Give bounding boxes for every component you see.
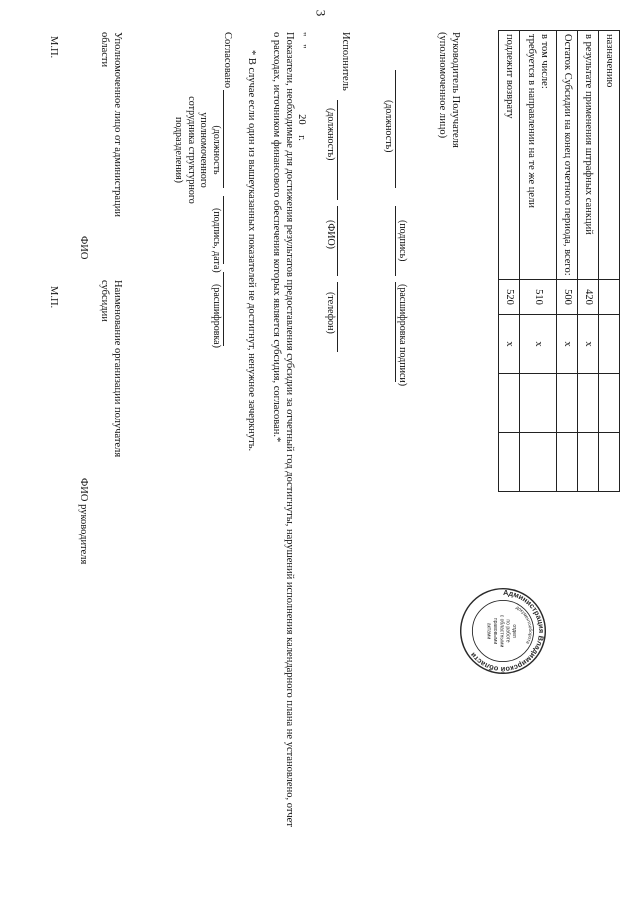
- table-cell-label: подлежит возврату: [499, 31, 520, 280]
- caption-position: (должность): [325, 108, 336, 161]
- footnote: * В случае если один из вышеуказанных показателей не достигнут, ненужное зачеркнуть.: [246, 50, 257, 452]
- seal-inner-text: отдел: [510, 624, 517, 638]
- head-title: [436, 32, 462, 148]
- table-row: [557, 31, 578, 492]
- table-cell: [557, 433, 578, 492]
- table-cell: [578, 433, 599, 492]
- table-row: [499, 31, 520, 492]
- table-cell-label: в результате применения штрафных санкций: [578, 31, 599, 280]
- signature-line: [223, 196, 224, 264]
- signature-line: [223, 90, 224, 188]
- seal-inner-text: с областными: [498, 614, 505, 648]
- table-cell: [578, 374, 599, 433]
- caption-decoding: (расшифровка подписи): [397, 284, 408, 387]
- admin-line: области: [98, 32, 110, 68]
- signature-line: [395, 70, 396, 188]
- head-title-line: (уполномоченное лицо): [436, 32, 448, 139]
- table-row: [520, 31, 557, 492]
- caption-line: (должность уполномоченного: [198, 112, 222, 188]
- caption-line: подразделения): [173, 117, 185, 183]
- table-cell: [520, 374, 557, 433]
- caption-line: сотрудника структурного: [186, 96, 197, 204]
- table-cell-code: 520: [499, 280, 520, 315]
- seal-inner-text: по работе: [504, 619, 511, 643]
- table-cell: [599, 374, 620, 433]
- executor-label: Исполнитель: [340, 32, 351, 91]
- table-cell: [557, 374, 578, 433]
- head-title-line: Руководитель Получателя: [450, 32, 461, 148]
- table-row: [578, 31, 599, 492]
- signature-line: [337, 100, 338, 200]
- fio-admin: ФИО: [78, 236, 89, 260]
- table-cell-label: назначению: [599, 31, 620, 280]
- caption-fio: (ФИО): [325, 220, 336, 250]
- page-number: 3: [313, 9, 328, 17]
- date-line: " " 20 г.: [296, 32, 307, 141]
- table-cell: [599, 433, 620, 492]
- agreed-label: Согласовано: [222, 32, 233, 89]
- table-cell: x: [557, 315, 578, 374]
- table-cell-code: [599, 280, 620, 315]
- fio-head: ФИО руководителя: [78, 478, 89, 565]
- seal-inner-text: актами: [485, 622, 492, 640]
- seal-ring-text: Администрация Владимирской области: [468, 587, 547, 675]
- table-cell-label: Остаток Субсидии на конец отчетного периода, всего:: [557, 31, 578, 280]
- table-cell-line: в том числе:: [539, 34, 551, 89]
- signature-line: [337, 206, 338, 276]
- caption-agreed-position: [172, 90, 222, 210]
- org-line: субсидии: [98, 280, 110, 322]
- seal-inner-text: правовыми: [492, 617, 498, 645]
- table-cell: [499, 433, 520, 492]
- stamp-place-right: М.П.: [48, 286, 59, 309]
- caption-position: (должность): [383, 100, 394, 153]
- table-cell-code: 510: [520, 280, 557, 315]
- table-cell: x: [578, 315, 599, 374]
- table-cell: x: [499, 315, 520, 374]
- official-seal: [458, 586, 548, 676]
- table-cell-code: 500: [557, 280, 578, 315]
- table-cell: [599, 315, 620, 374]
- note-paragraph: Показатели, необходимые для достижения результатов предоставления субсидии за отчетный год достигнуты, нарушений исполнения календарного плана не установлено, отчет о расходах, источником финансового обеспечения которых является субсидия, согласован.*: [270, 32, 295, 827]
- table-cell: [520, 433, 557, 492]
- caption-signature: (подпись): [397, 220, 408, 262]
- table-cell: x: [520, 315, 557, 374]
- seal-inner-arc-text: документооборота: [515, 604, 534, 645]
- admin-representative: [98, 32, 124, 217]
- signature-line: [337, 282, 338, 352]
- admin-line: Уполномоченное лицо от администрации: [112, 32, 123, 217]
- table-row: [599, 31, 620, 492]
- org-line: Наименование организации получателя: [112, 280, 123, 458]
- table-cell: [499, 374, 520, 433]
- table-cell-label: [520, 31, 557, 280]
- caption-signature-date: (подпись, дата): [211, 208, 222, 273]
- table-cell-code: 420: [578, 280, 599, 315]
- recipient-organization: [98, 280, 124, 457]
- signature-line: [223, 272, 224, 346]
- subsidy-table: [498, 30, 620, 492]
- rotated-document: [20, 30, 620, 900]
- stamp-place-left: М.П.: [48, 36, 59, 59]
- table-cell-line: требуется в направлении на те же цели: [526, 34, 537, 208]
- caption-decoding: (расшифровка): [211, 284, 222, 348]
- caption-phone: (телефон): [325, 292, 336, 334]
